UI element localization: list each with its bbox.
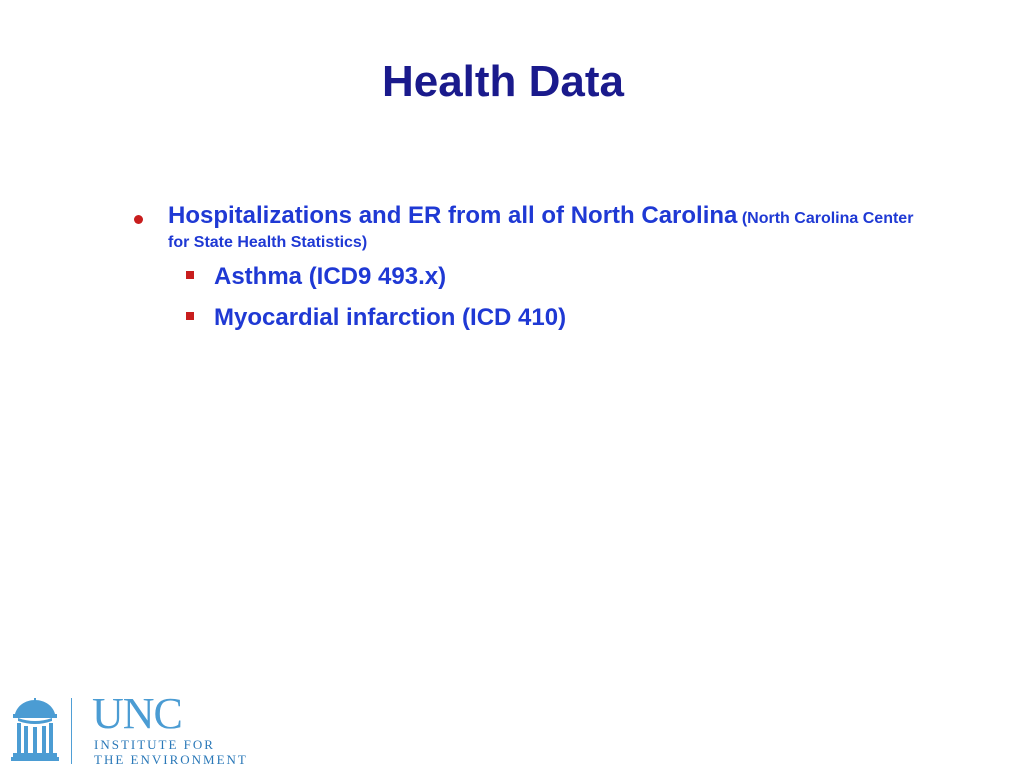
- sub-bullet-list: [132, 263, 932, 332]
- square-bullet-icon: [186, 312, 194, 320]
- bullet-source-text: (North Carolina Center for State Health Statistics): [168, 210, 914, 251]
- bullet-main-text: Hospitalizations and ER from all of North Carolina: [168, 202, 738, 229]
- old-well-icon: [10, 698, 60, 762]
- bullet-item: [132, 202, 932, 255]
- round-bullet-icon: [134, 215, 143, 224]
- sub-bullet-item: [132, 304, 932, 332]
- slide-title: Health Data: [381, 57, 625, 106]
- sub-bullet-text: Asthma (ICD9 493.x): [214, 263, 447, 290]
- sub-bullet-item: [132, 263, 932, 291]
- sub-bullet-text: Myocardial infarction (ICD 410): [214, 304, 567, 331]
- logo-subtitle-line2: THE ENVIRONMENT: [94, 752, 248, 767]
- unc-logo: [10, 689, 270, 768]
- logo-subtitle-line1: INSTITUTE FOR: [94, 737, 215, 752]
- logo-divider: [71, 698, 72, 764]
- square-bullet-icon: [186, 271, 194, 279]
- bullet-list: [132, 202, 932, 345]
- logo-wordmark: UNC: [92, 689, 182, 738]
